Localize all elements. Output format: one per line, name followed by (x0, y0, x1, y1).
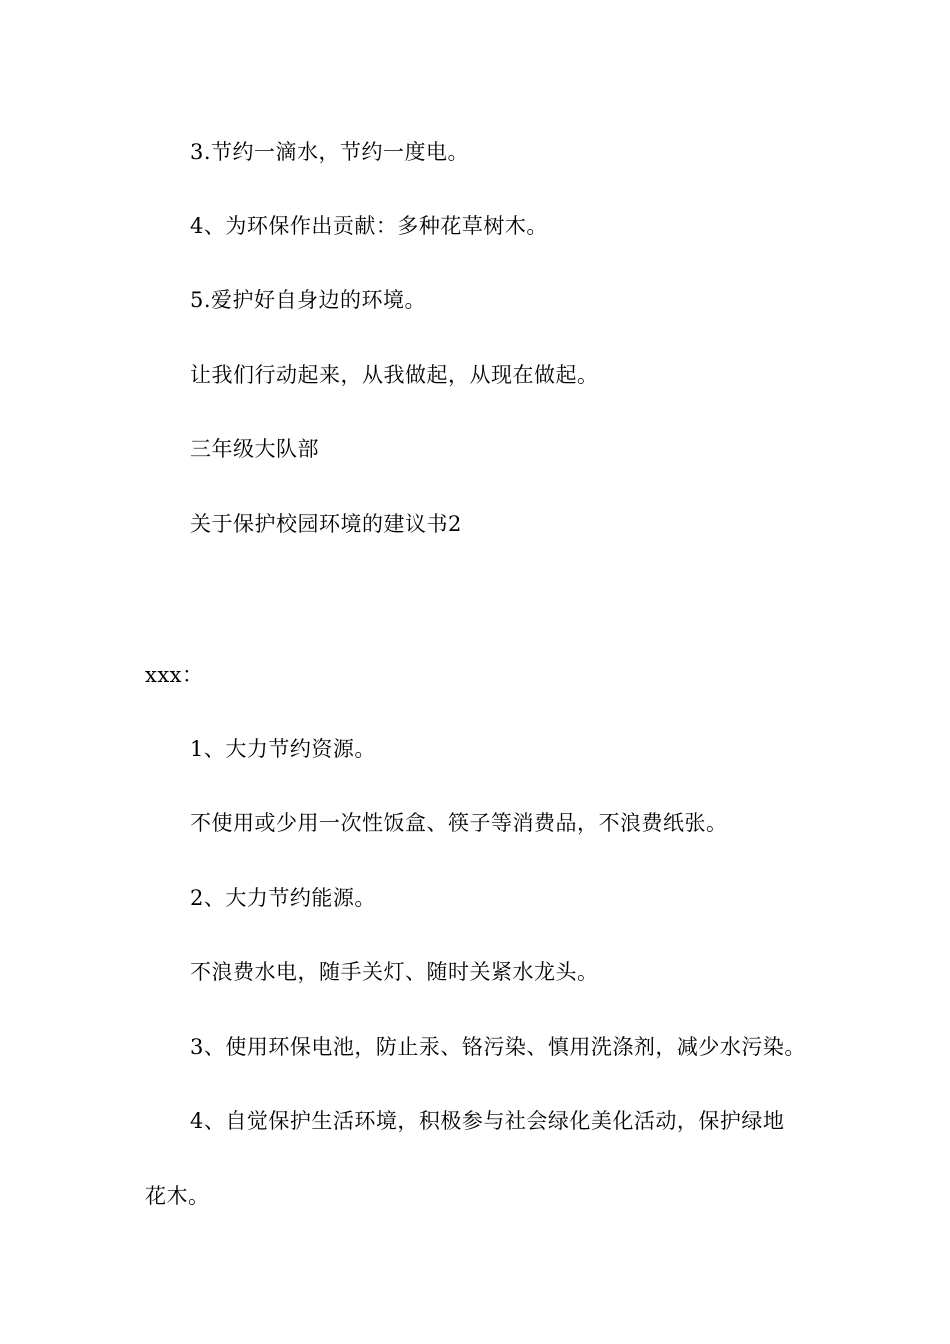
paragraph-item-3-body: 3、使用环保电池，防止汞、铬污染、慎用洗涤剂，减少水污染。 (190, 1035, 806, 1059)
section-title: 关于保护校园环境的建议书2 (190, 512, 462, 536)
paragraph-item-2-heading: 2、大力节约能源。 (190, 886, 376, 910)
paragraph-item-4-body: 4、自觉保护生活环境，积极参与社会绿化美化活动，保护绿地 (190, 1109, 785, 1133)
paragraph-item-1-body: 不使用或少用一次性饭盒、筷子等消费品，不浪费纸张。 (190, 811, 728, 835)
paragraph-item-3: 3.节约一滴水，节约一度电。 (190, 140, 470, 164)
salutation: xxx： (145, 663, 204, 687)
paragraph-item-5: 5.爱护好自身边的环境。 (190, 288, 427, 312)
paragraph-item-4: 4、为环保作出贡献：多种花草树木。 (190, 214, 548, 238)
signature-line: 三年级大队部 (190, 437, 319, 461)
paragraph-item-4-continuation: 花木。 (145, 1184, 210, 1208)
paragraph-item-1-heading: 1、大力节约资源。 (190, 737, 376, 761)
paragraph-item-2-body: 不浪费水电，随手关灯、随时关紧水龙头。 (190, 960, 599, 984)
paragraph-call-to-action: 让我们行动起来，从我做起，从现在做起。 (190, 363, 599, 387)
